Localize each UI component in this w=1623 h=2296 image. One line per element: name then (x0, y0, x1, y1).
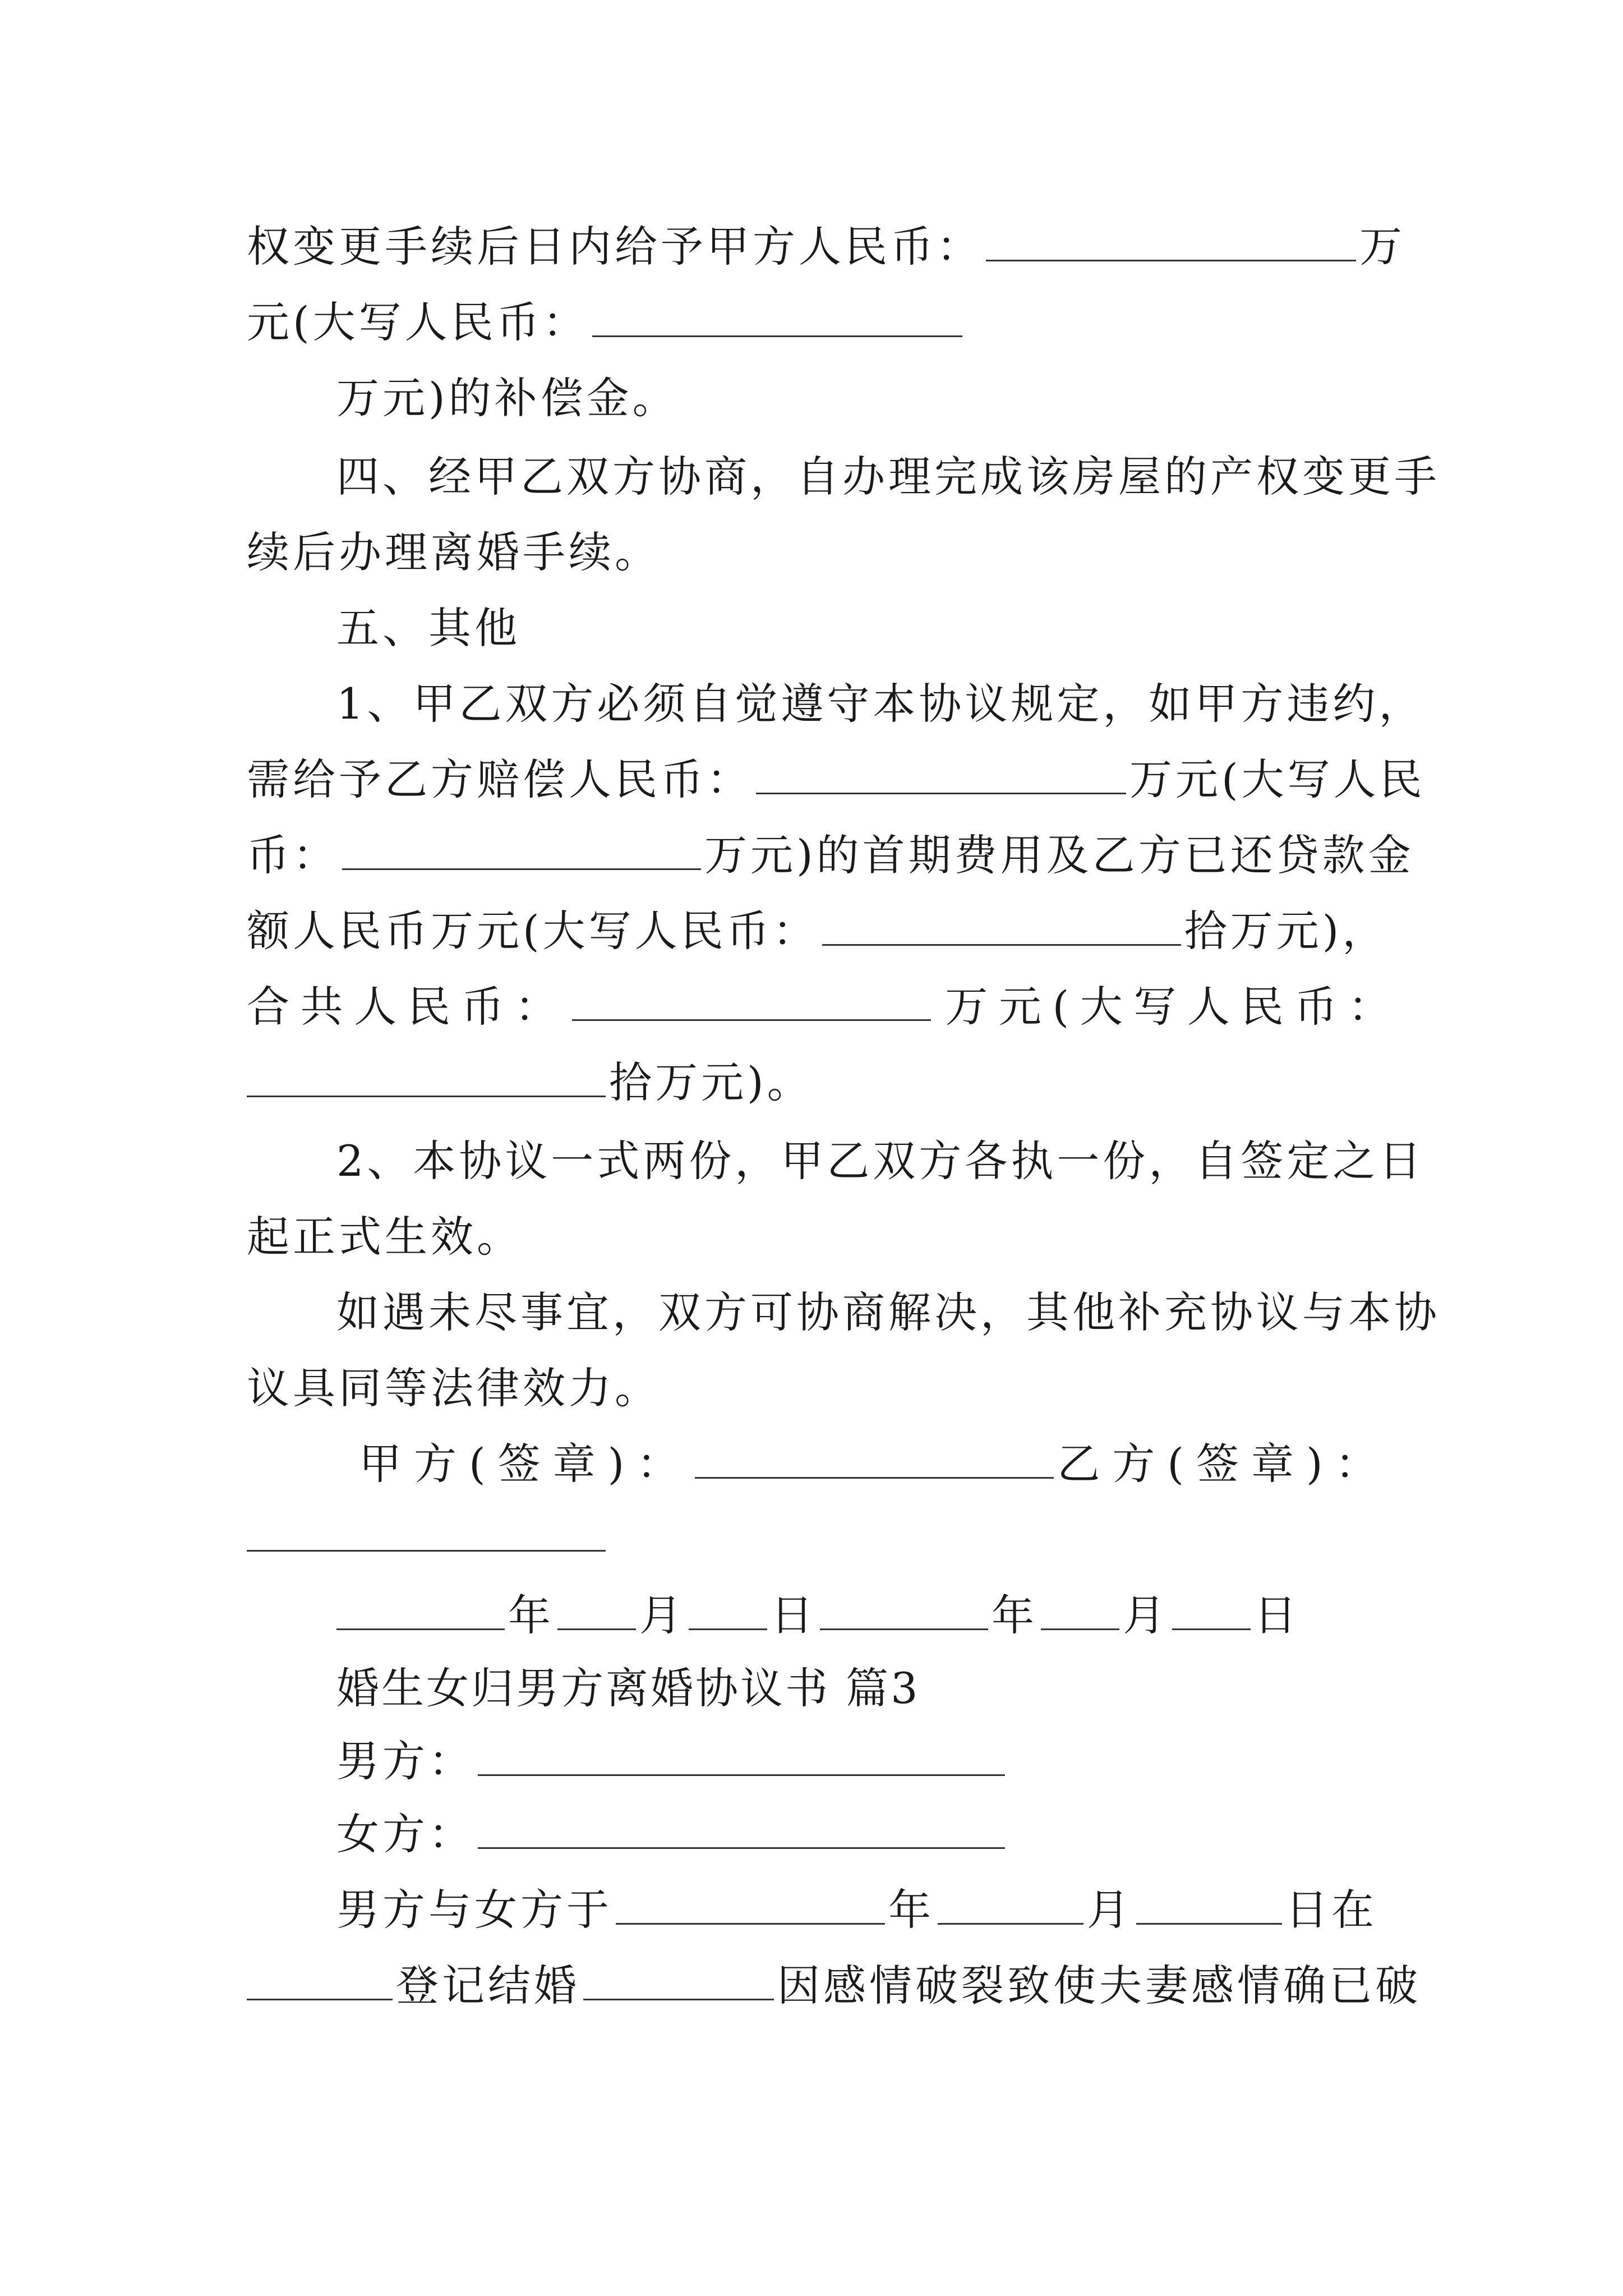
text-segment: 议具同等法律效力。 (247, 1363, 661, 1413)
day-field[interactable] (689, 1582, 767, 1630)
paragraph-line (336, 1279, 1440, 1346)
place-field[interactable] (247, 1953, 393, 2000)
text-char: 人 (1187, 982, 1230, 1032)
text-segment: 1、甲乙双方必须自觉遵守本协议规定，如甲方违约， (336, 679, 1425, 729)
paragraph-line (247, 973, 1391, 1041)
date-line (336, 1582, 1391, 1649)
text-segment: 四、经甲乙双方协商，自办理完成该房屋的产权变更手 (336, 452, 1440, 501)
fill-in-blank[interactable] (247, 1050, 606, 1097)
signature-continuation (247, 1503, 1391, 1571)
paragraph-line (247, 519, 1391, 586)
party-a-signature-field[interactable] (695, 1431, 1054, 1479)
day-label: 日在 (1285, 1885, 1377, 1935)
female-name-field[interactable] (478, 1801, 1005, 1849)
text-char: ( (1052, 982, 1069, 1032)
text-char: 民 (407, 982, 450, 1032)
year-field[interactable] (616, 1877, 885, 1925)
year-label: 年 (888, 1885, 934, 1935)
paragraph-line (247, 1203, 1391, 1271)
text-segment: 登记结婚 (396, 1961, 580, 2010)
section-heading (336, 595, 1391, 662)
paragraph-line (247, 213, 1405, 280)
text-segment: 权变更手续后日内给予甲方人民币： (247, 222, 983, 272)
paragraph-line (336, 443, 1440, 510)
female-label: 女方： (336, 1809, 474, 1859)
text-segment: 需给予乙方赔偿人民币： (247, 754, 753, 804)
text-char: 币 (461, 982, 504, 1032)
text-char: 币 (1294, 982, 1338, 1032)
text-segment: 因感情破裂致使夫妻感情确已破 (777, 1961, 1421, 2010)
text-segment: 万元(大写人民 (1129, 754, 1426, 804)
day-field[interactable] (1136, 1877, 1282, 1925)
month-field[interactable] (557, 1582, 636, 1630)
paragraph-line (336, 365, 1391, 432)
text-segment: 拾万元)。 (609, 1057, 813, 1107)
year-field[interactable] (336, 1582, 505, 1630)
text-segment: 万 (1359, 222, 1405, 272)
text-segment: 币： (247, 830, 339, 880)
text-segment: 五、其他 (336, 603, 520, 653)
paragraph-line (336, 670, 1425, 738)
text-char: 共 (300, 982, 343, 1032)
party-b-signature-label: 乙方(签章)： (1057, 1439, 1390, 1489)
year-label: 年 (992, 1590, 1038, 1640)
section-title (336, 1655, 1391, 1722)
month-field[interactable] (1041, 1582, 1119, 1630)
fill-in-blank[interactable] (342, 822, 701, 870)
paragraph-line (336, 1876, 1391, 1944)
year-label: 年 (508, 1590, 554, 1640)
text-segment: 额人民币万元(大写人民币： (247, 906, 819, 956)
fill-in-blank[interactable] (592, 289, 962, 337)
party-b-signature-field[interactable] (247, 1504, 606, 1552)
text-char: 写 (1133, 982, 1177, 1032)
text-char: 大 (1080, 982, 1123, 1032)
text-segment: 元(大写人民币： (247, 297, 589, 347)
text-segment: 2、本协议一式两份，甲乙双方各执一份，自签定之日 (336, 1136, 1425, 1186)
text-segment: 万元)的首期费用及乙方已还贷款金 (704, 830, 1414, 880)
fill-in-blank[interactable] (986, 214, 1356, 261)
day-label: 日 (1254, 1590, 1300, 1640)
paragraph-line (247, 822, 1414, 889)
text-char: 人 (354, 982, 397, 1032)
text-char: 民 (1241, 982, 1284, 1032)
text-segment: 如遇未尽事宜，双方可协商解决，其他补充协议与本协 (336, 1287, 1440, 1337)
text-char: ： (1348, 982, 1391, 1032)
day-label: 日 (771, 1590, 817, 1640)
fill-in-blank[interactable] (822, 898, 1181, 946)
male-party-line (336, 1728, 1391, 1795)
text-segment: 续后办理离婚手续。 (247, 527, 661, 577)
text-char: 元 (998, 982, 1041, 1032)
month-field[interactable] (938, 1877, 1083, 1925)
female-party-line (336, 1801, 1391, 1868)
text-char: ： (515, 982, 558, 1032)
fill-in-blank[interactable] (756, 747, 1126, 794)
paragraph-line (336, 1128, 1425, 1195)
fill-in-blank[interactable] (572, 973, 931, 1021)
paragraph-line (247, 1952, 1421, 2019)
male-label: 男方： (336, 1736, 474, 1786)
text-segment: 起正式生效。 (247, 1212, 523, 1262)
text-char: 万 (945, 982, 988, 1032)
text-segment: 万元)的补偿金。 (336, 373, 679, 423)
paragraph-line (247, 1049, 1391, 1116)
paragraph-line (247, 1355, 1391, 1422)
text-segment: 拾万元)， (1184, 906, 1389, 956)
month-label: 月 (1123, 1590, 1169, 1640)
paragraph-line (247, 746, 1426, 813)
text-char: 合 (247, 982, 289, 1032)
male-name-field[interactable] (478, 1728, 1005, 1776)
year-field[interactable] (820, 1582, 988, 1630)
party-a-signature-label: 甲方(签章)： (359, 1439, 692, 1489)
paragraph-line (247, 289, 1391, 356)
text-segment: 男方与女方于 (336, 1885, 612, 1935)
day-field[interactable] (1172, 1582, 1251, 1630)
month-label: 月 (1087, 1885, 1133, 1935)
paragraph-line (247, 898, 1391, 965)
fill-in-blank[interactable] (583, 1953, 774, 2000)
signature-line (359, 1430, 1391, 1498)
title-text: 婚生女归男方离婚协议书 篇3 (336, 1663, 920, 1713)
month-label: 月 (639, 1590, 685, 1640)
